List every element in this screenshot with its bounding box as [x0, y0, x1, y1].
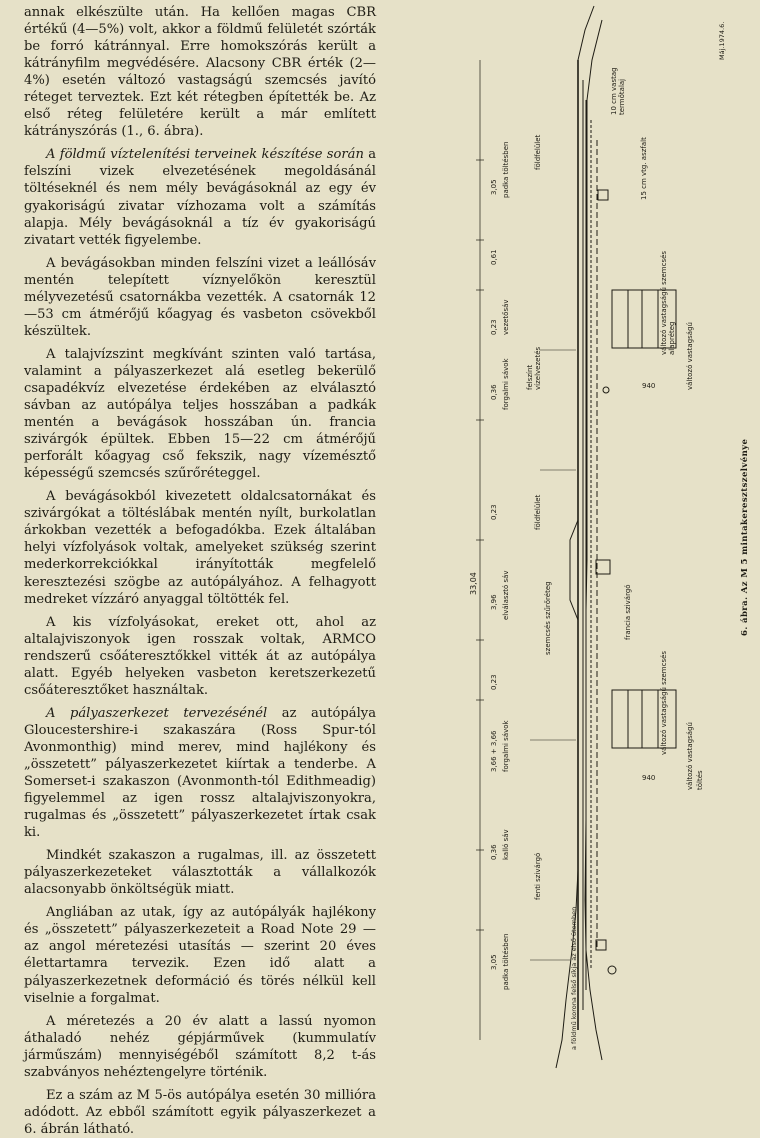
dim-label: padka töltésben	[502, 933, 510, 990]
profile-outline-right	[585, 20, 602, 1060]
dim-label: forgalmi sávok	[502, 720, 510, 772]
dim-label: padka töltésben	[502, 141, 510, 198]
layer-label: termőtalaj	[618, 78, 626, 115]
road-label: fenti szivárgó	[534, 852, 542, 900]
paragraph-4: A talajvízszint megkívánt szinten való tartása, valamint a pályaszerkezet alá esetleg bekerülő csapadékvíz elvezetése érdekében az elválasztó sávban az autópálya teljes hosszában a padkák mentén a bevágások hosszában ún. francia szivárgók épültek. Ebben 15—22 cm átmérőjű perforált kőagyag cső fekszik, nagy vízemésztő képességű szemcsés szűrőréteggel.	[24, 346, 376, 482]
dim-label: 0,36	[490, 844, 498, 860]
dim-label: kalló sáv	[502, 829, 510, 860]
dim-label: 3,05	[490, 179, 498, 195]
layer-label: 15 cm vtg. aszfalt	[640, 137, 648, 200]
road-label: szemcsés szűrőréteg	[544, 581, 552, 655]
layer-label: változó vastagságú	[686, 322, 694, 390]
paragraph-lead: A földmű víztelenítési terveinek készítése során	[46, 147, 364, 163]
road-label: francia szivárgó	[624, 584, 632, 640]
paragraph-6: A kis vízfolyásokat, ereket ott, ahol az altalajviszonyok igen rosszak voltak, ARMCO rendszerű csőáteresztőkkel vitték át az autópálya alatt. Egyéb helyeken vasbeton keretszerkezetű csőáteresztőket használtak.	[24, 614, 376, 698]
drain-pipe-circle	[608, 966, 616, 974]
dim-label: 0,23	[490, 504, 498, 520]
dim-label: 3,96	[490, 594, 498, 610]
layer-label: alapréteg	[668, 321, 676, 355]
paragraph-2: A földmű víztelenítési terveinek készítése során a felszíni vizek elvezetésének megoldásánál töltéseknél és nem mély bevágásoknál az egy év gyakoriságú zivatar vízhozama volt a számítás alapja. Mély bevágásoknál a tíz év gyakoriságú zivatart vették figyelembe.	[24, 147, 377, 248]
paragraph-5: A bevágásokból kivezetett oldalcsatornákat és szivárgókat a töltéslábak mentén nyílt, burkolatlan árkokban vezették a befogadókba. Ezek általában helyi vízfolyások voltak, amelyeket szükség szerint mederkorrekciókkal irányították megfelelő keresztezési szögbe az autópályához. A felhagyott medreket vízzáró anyaggal töltötték fel.	[24, 489, 376, 607]
level-number: 940	[642, 774, 656, 782]
drain-pipe-circle-2	[603, 387, 609, 393]
road-label: földfelület	[534, 494, 542, 530]
central-drain-box	[596, 560, 610, 574]
paragraph-8: Mindkét szakaszon a rugalmas, ill. az összetett pályaszerkezeteket választották a vállalkozók alacsonyabb önköltségük miatt.	[24, 848, 376, 898]
cross-section-figure	[380, 0, 760, 1083]
road-label: földfelület	[534, 134, 542, 170]
dim-label: elválasztó sáv	[502, 570, 510, 620]
article-text-column	[24, 4, 376, 1138]
paragraph-3: A bevágásokban minden felszíni vizet a leállósáv mentén telepített víznyelőkön keresztül mélyvezetésű csatornákba vezették. A csatornák 12—53 cm átmérőjű kőagyag és vasbeton csövekből készültek.	[24, 255, 376, 339]
dim-label: forgalmi sávok	[502, 358, 510, 410]
layer-label: töltés	[696, 770, 704, 790]
dim-label: 3,66 + 3,66	[490, 730, 498, 772]
total-width-label: 33,04	[469, 572, 478, 595]
layer-label: változó vastagságú szemcsés	[660, 250, 668, 355]
dim-label: 0,61	[490, 249, 498, 265]
paragraph-1: annak elkészültе után. Ha kellően magas CBR értékű (4—5%) volt, akkor a földmű felületét szórták be forró kátránnyal. Erre homokszórás került a kátrányfilm megvédésére. Alacsony CBR érték (2—4%) esetén változó vastagságú szemcsés javító réteget terveztek. Ezt két rétegben építették be. Az első réteg felületére került a már említett kátrányszórás (1., 6. ábra).	[24, 5, 376, 140]
stamp-text: Máj.1974.6.	[718, 21, 726, 60]
dim-label: 3,05	[490, 954, 498, 970]
layer-label: változó vastagságú	[686, 722, 694, 790]
level-number: 940	[642, 382, 656, 390]
cross-section-drawing	[380, 0, 760, 1083]
dim-label: 0,23	[490, 674, 498, 690]
paragraph-lead: A pályaszerkezet tervezésénél	[46, 705, 268, 721]
layer-label: 10 cm vastag	[610, 67, 618, 115]
road-label: vízelvezetés	[534, 346, 542, 390]
dim-label: vezetősáv	[502, 299, 510, 335]
road-label: a földmű korona felső síkja az első ütemben	[570, 906, 578, 1050]
road-label: felszínt	[526, 364, 534, 390]
dim-label: 0,36	[490, 384, 498, 400]
central-reserve-outline	[570, 520, 578, 620]
side-drain-box-top	[598, 190, 608, 200]
paragraph-10: A méretezés a 20 év alatt a lassú nyomon áthaladó nehéz gépjárművek (kummulatív járműszám) mennyiségéből számított 8,2 t-ás szabványos nehéztengelyre történik.	[24, 1013, 376, 1080]
dim-label: 0,23	[490, 319, 498, 335]
paragraph-7: A pályaszerkezet tervezésénél az autópálya Gloucestershire-i szakaszára (Ross Spur-tól Avonmonthig) mind merev, mind hajlékony és „összetett” pályaszerkezetet kiírtak a tenderbe. A Somerset-i szakaszon (Avonmonth-tól Edithmeadig) figyelemmel az igen rossz altalajviszonyokra, rugalmas és „összetett” pályaszerkezetet írtak csak ki.	[24, 705, 377, 841]
paragraph-11: Ez a szám az M 5-ös autópálya esetén 30 millióra adódott. Az ebből számított egyik pályaszerkezet a 6. ábrán látható.	[24, 1087, 376, 1137]
figure-caption: 6. ábra. Az M 5 mintakeresztszelvénye	[740, 438, 750, 636]
paragraph-9: Angliában az utak, így az autópályák hajlékony és „összetett” pályaszerkezeteit a Road Note 29 — az angol méretezési utasítás — szerint 20 éves élettartamra tervezik. Ezen idő alatt a pályaszerkezetnek deformáció és törés nélkül kell viselnie a forgalmat.	[24, 905, 376, 1006]
layer-label: változó vastagságú szemcsés	[660, 650, 668, 755]
